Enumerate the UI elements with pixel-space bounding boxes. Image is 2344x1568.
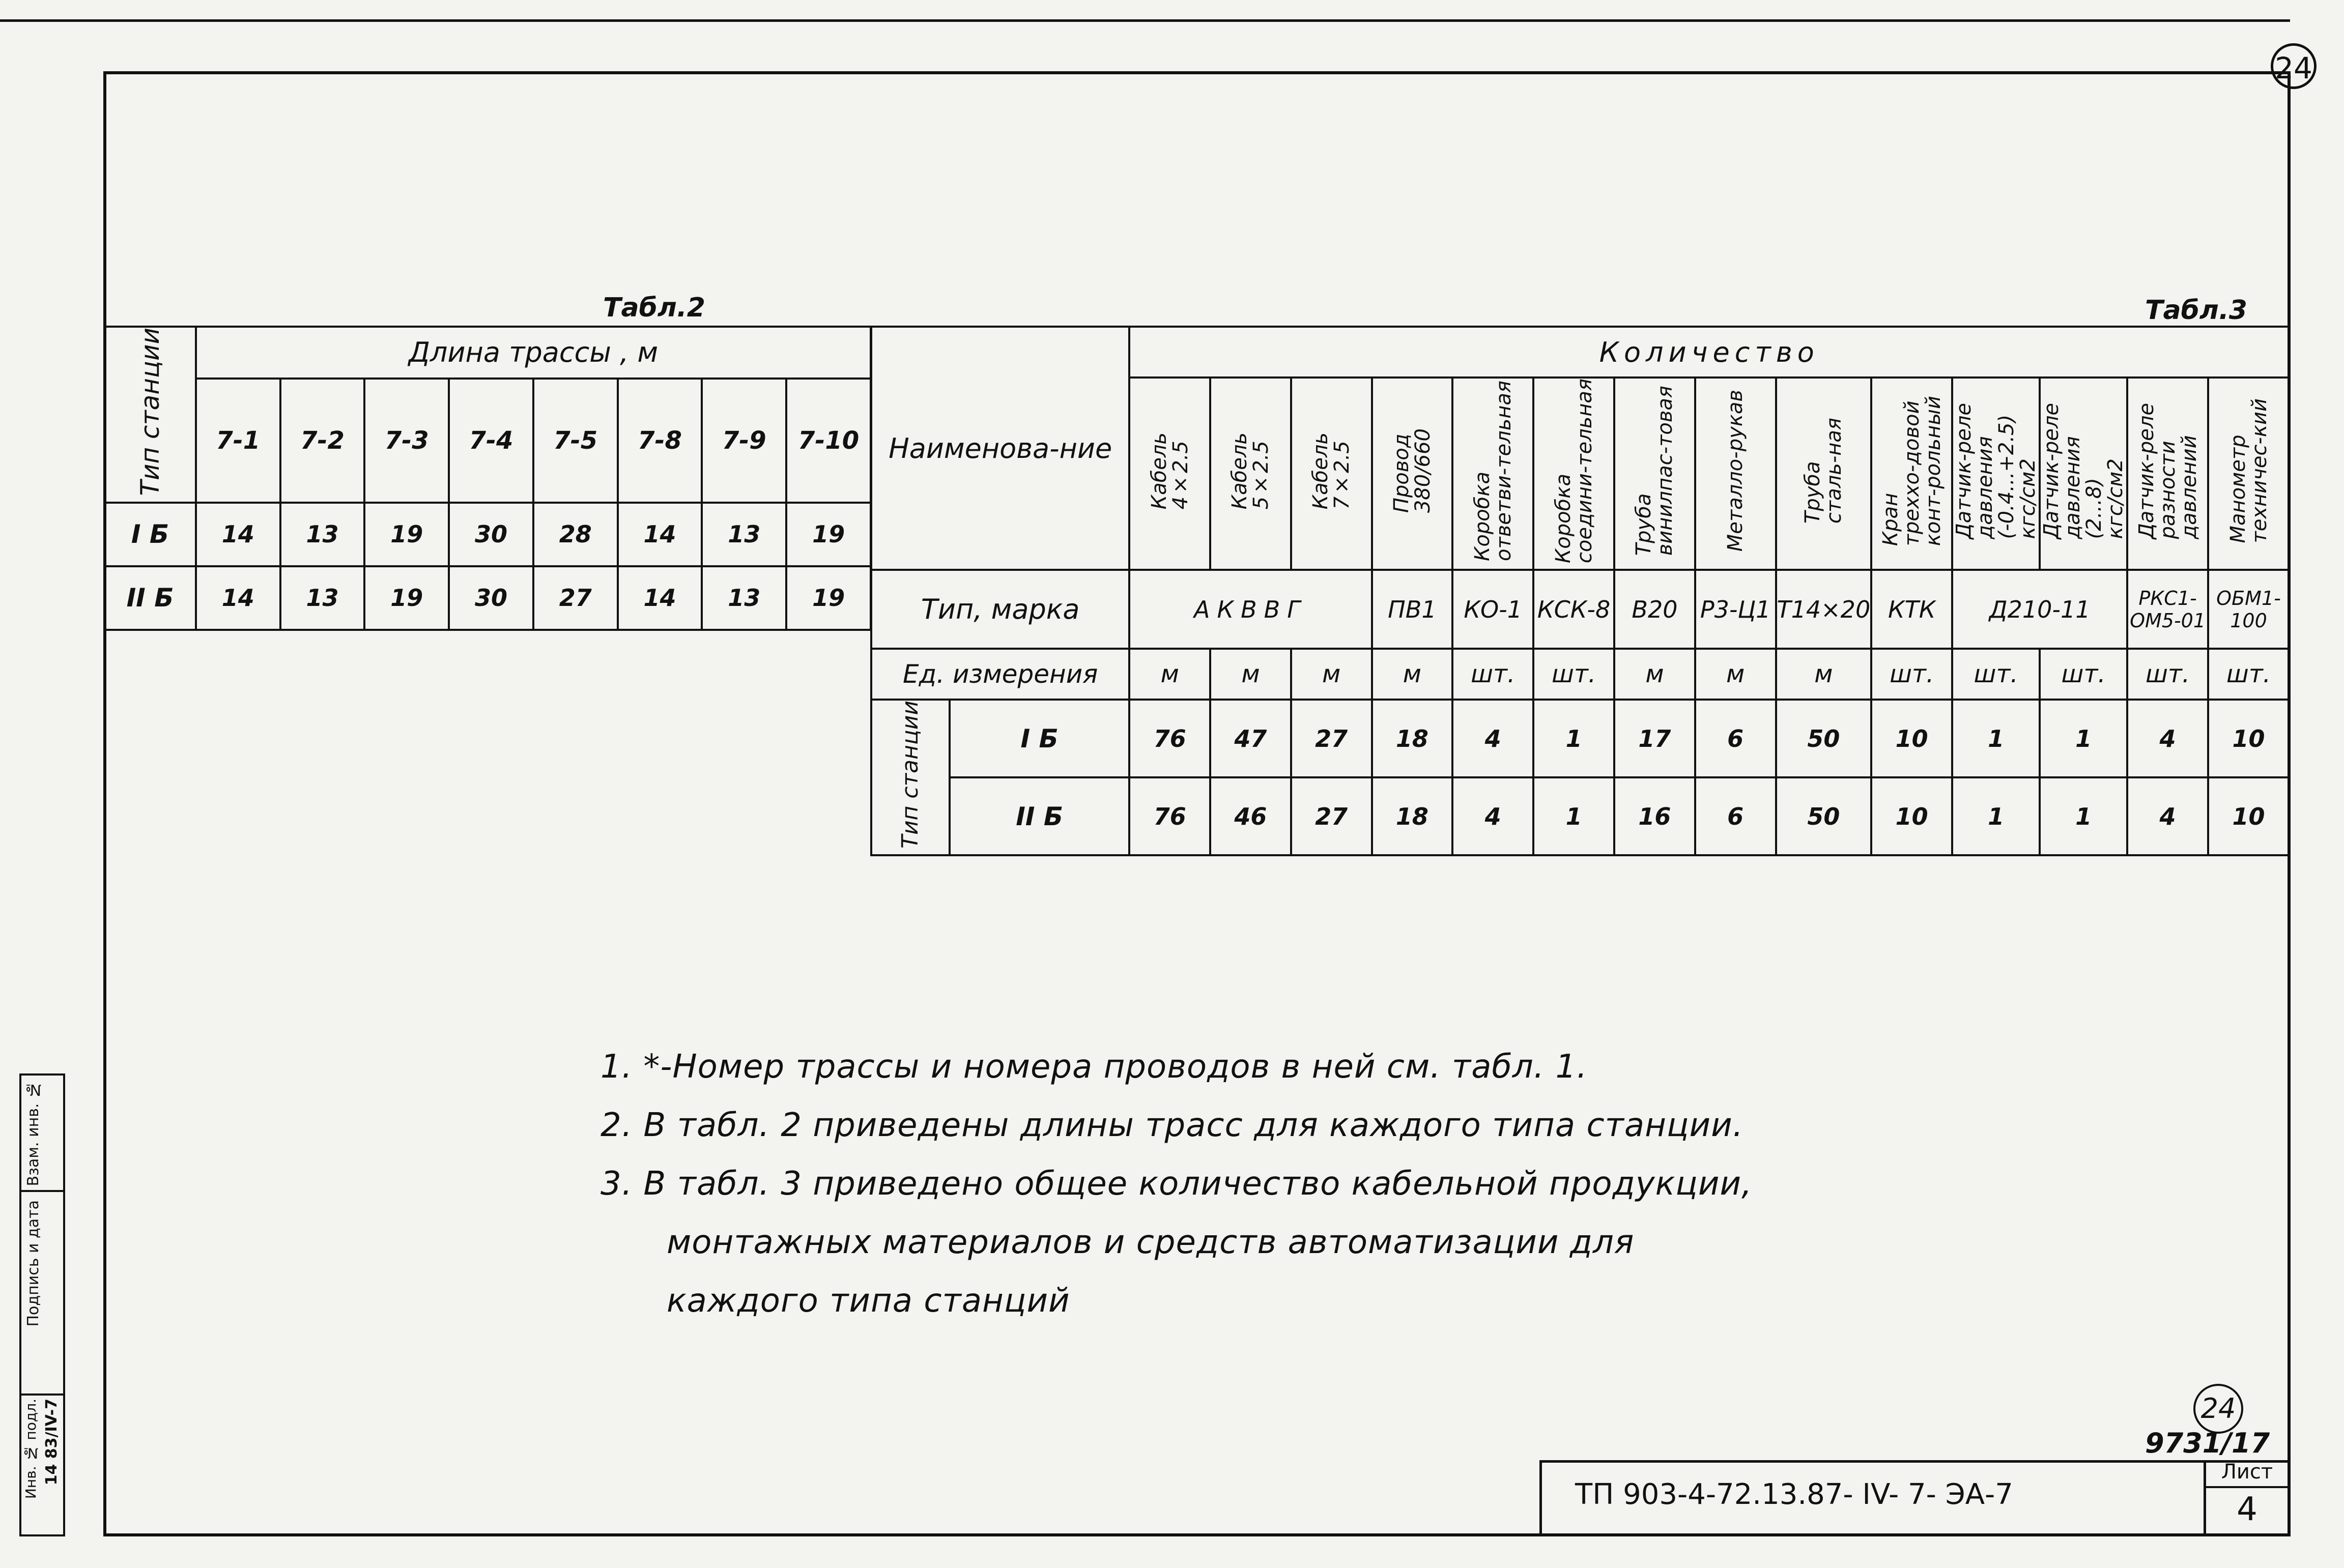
table3-brand: ОБМ1-100 bbox=[2208, 570, 2289, 649]
top-rule bbox=[0, 19, 2290, 22]
table2-column-header: 7-2 bbox=[280, 379, 365, 503]
table3-item-header: Кран треххо-довой конт-рольный bbox=[1871, 378, 1952, 570]
table3-station-type-label: Тип станции bbox=[871, 700, 950, 855]
table3-brand: АКВВГ bbox=[1129, 570, 1371, 649]
stamp-circle-number: 24 bbox=[2193, 1384, 2243, 1434]
table2-cell: 27 bbox=[533, 566, 618, 630]
table3-cell: 16 bbox=[1614, 777, 1695, 855]
table3-cell: 4 bbox=[2127, 777, 2208, 855]
table2-cell: 13 bbox=[280, 503, 365, 566]
table2-column-header: 7-10 bbox=[786, 379, 871, 503]
table3-cell: 50 bbox=[1776, 777, 1872, 855]
table3-unit: м bbox=[1129, 649, 1210, 700]
table3-cell: 10 bbox=[2208, 700, 2289, 777]
table3-brand: ПВ1 bbox=[1372, 570, 1453, 649]
inv-cell: Инв. № подл. 14 83/IV-7 bbox=[22, 1399, 61, 1499]
table3-item-header: Провод 380/660 bbox=[1372, 378, 1453, 570]
table3-unit: шт. bbox=[2208, 649, 2289, 700]
table3-cell: 18 bbox=[1372, 777, 1453, 855]
replace-cell: Взам. инв. № bbox=[21, 1076, 63, 1192]
table3-cell: 10 bbox=[1871, 777, 1952, 855]
doc-code: ТП 903-4-72.13.87- IV- 7- ЭА-7 bbox=[1575, 1478, 2013, 1511]
note-1: 1. *-Номер трассы и номера проводов в ней см. табл. 1. bbox=[601, 1048, 1588, 1086]
note-3: 3. В табл. 3 приведено общее количество кабельной продукции, bbox=[601, 1165, 1753, 1203]
sheet-label: Лист bbox=[2204, 1460, 2291, 1488]
table3-brand: РКС1-ОМ5-01 bbox=[2127, 570, 2208, 649]
table2-station-type: I Б bbox=[104, 503, 196, 566]
table3-cell: 47 bbox=[1210, 700, 1291, 777]
left-side-stamp bbox=[19, 1073, 65, 1536]
table3-item-header: Металло-рукав bbox=[1695, 378, 1776, 570]
table2-column-header: 7-9 bbox=[702, 379, 786, 503]
archive-number: 9731/17 bbox=[2145, 1427, 2270, 1459]
sheet-number: 4 bbox=[2237, 1491, 2257, 1528]
table2-caption: Табл.2 bbox=[603, 293, 705, 323]
table3-unit: шт. bbox=[1533, 649, 1614, 700]
table2-column-header: 7-5 bbox=[533, 379, 618, 503]
table3-unit: м bbox=[1210, 649, 1291, 700]
table3-unit: шт. bbox=[1452, 649, 1533, 700]
table2-cell: 14 bbox=[618, 566, 702, 630]
note-2: 2. В табл. 2 приведены длины трасс для каждого типа станции. bbox=[601, 1107, 1744, 1144]
table3-cell: 1 bbox=[2040, 777, 2127, 855]
table3-brand: Т14×20 bbox=[1776, 570, 1872, 649]
table3-item-header: Коробка соедини-тельная bbox=[1533, 378, 1614, 570]
table3-item-header: Датчик-реле давления (2...8) кгс/см2 bbox=[2040, 378, 2127, 570]
table2-cell: 19 bbox=[786, 503, 871, 566]
table2 bbox=[103, 326, 872, 631]
table2-station-type: II Б bbox=[104, 566, 196, 630]
table3-brand: КО-1 bbox=[1452, 570, 1533, 649]
table3-cell: 1 bbox=[1533, 700, 1614, 777]
table3-cell: 4 bbox=[2127, 700, 2208, 777]
table3-cell: 1 bbox=[1533, 777, 1614, 855]
table2-cell: 13 bbox=[702, 503, 786, 566]
table3-cell: 27 bbox=[1291, 700, 1372, 777]
table2-column-header: 7-1 bbox=[196, 379, 280, 503]
table2-column-header: 7-3 bbox=[364, 379, 449, 503]
table3-item-header: Кабель 7×2.5 bbox=[1291, 378, 1372, 570]
table3-cell: 10 bbox=[1871, 700, 1952, 777]
table3-item-header: Кабель 5×2.5 bbox=[1210, 378, 1291, 570]
note-3-cont-1: монтажных материалов и средств автоматизации для bbox=[667, 1224, 1635, 1261]
table3-brand: КТК bbox=[1871, 570, 1952, 649]
table2-cell: 14 bbox=[196, 566, 280, 630]
table3-item-header: Датчик-реле разности давлений bbox=[2127, 378, 2208, 570]
table3-brand: Д210-11 bbox=[1952, 570, 2127, 649]
table3-brand: КСК-8 bbox=[1533, 570, 1614, 649]
sign-cell: Подпись и дата bbox=[21, 1190, 63, 1396]
table3-unit: шт. bbox=[2040, 649, 2127, 700]
table3-unit: шт. bbox=[2127, 649, 2208, 700]
table3-station-type: II Б bbox=[950, 777, 1130, 855]
table3-cell: 1 bbox=[1952, 700, 2040, 777]
note-3-cont-2: каждого типа станций bbox=[667, 1282, 1070, 1320]
table3-unit: шт. bbox=[1952, 649, 2040, 700]
table3-name-header: Наименова-ние bbox=[871, 327, 1129, 570]
table3-cell: 17 bbox=[1614, 700, 1695, 777]
table3-brand: В20 bbox=[1614, 570, 1695, 649]
table3-caption: Табл.3 bbox=[2145, 295, 2247, 326]
table3-cell: 76 bbox=[1129, 777, 1210, 855]
table2-cell: 30 bbox=[449, 566, 533, 630]
table2-column-header: 7-4 bbox=[449, 379, 533, 503]
table3-unit: м bbox=[1695, 649, 1776, 700]
table2-cell: 14 bbox=[196, 503, 280, 566]
table2-cell: 13 bbox=[702, 566, 786, 630]
table3-unit: шт. bbox=[1871, 649, 1952, 700]
table3-cell: 4 bbox=[1452, 700, 1533, 777]
table3-unit: м bbox=[1614, 649, 1695, 700]
table2-cell: 30 bbox=[449, 503, 533, 566]
table2-cell: 19 bbox=[786, 566, 871, 630]
table2-length-header: Длина трассы , м bbox=[196, 327, 871, 379]
table2-cell: 19 bbox=[364, 503, 449, 566]
table2-cell: 13 bbox=[280, 566, 365, 630]
table2-type-header: Тип станции bbox=[104, 327, 196, 503]
table3-cell: 6 bbox=[1695, 700, 1776, 777]
table3-cell: 27 bbox=[1291, 777, 1372, 855]
table3-type-brand-label: Тип, марка bbox=[871, 570, 1129, 649]
table2-cell: 19 bbox=[364, 566, 449, 630]
sheet-circle-number: 24 bbox=[2271, 43, 2317, 89]
table3-unit-label: Ед. измерения bbox=[871, 649, 1129, 700]
table3-unit: м bbox=[1372, 649, 1453, 700]
table2-column-header: 7-8 bbox=[618, 379, 702, 503]
table3-cell: 18 bbox=[1372, 700, 1453, 777]
table3-unit: м bbox=[1291, 649, 1372, 700]
table3 bbox=[870, 326, 2290, 856]
table3-item-header: Труба винилпас-товая bbox=[1614, 378, 1695, 570]
table3-item-header: Кабель 4×2.5 bbox=[1129, 378, 1210, 570]
table3-unit: м bbox=[1776, 649, 1872, 700]
table3-station-type: I Б bbox=[950, 700, 1130, 777]
table3-item-header: Труба сталь-ная bbox=[1776, 378, 1872, 570]
table3-item-header: Коробка ответви-тельная bbox=[1452, 378, 1533, 570]
table3-cell: 4 bbox=[1452, 777, 1533, 855]
table3-cell: 76 bbox=[1129, 700, 1210, 777]
table3-cell: 1 bbox=[2040, 700, 2127, 777]
table2-cell: 14 bbox=[618, 503, 702, 566]
table2-cell: 28 bbox=[533, 503, 618, 566]
table3-cell: 46 bbox=[1210, 777, 1291, 855]
table3-item-header: Датчик-реле давления (-0.4...+2.5) кгс/см2 bbox=[1952, 378, 2040, 570]
table3-cell: 6 bbox=[1695, 777, 1776, 855]
table3-item-header: Манометр техничес-кий bbox=[2208, 378, 2289, 570]
table3-quantity-header: Количество bbox=[1129, 327, 2289, 378]
table3-brand: Р3-Ц1 bbox=[1695, 570, 1776, 649]
table3-cell: 10 bbox=[2208, 777, 2289, 855]
table3-cell: 1 bbox=[1952, 777, 2040, 855]
table3-cell: 50 bbox=[1776, 700, 1872, 777]
